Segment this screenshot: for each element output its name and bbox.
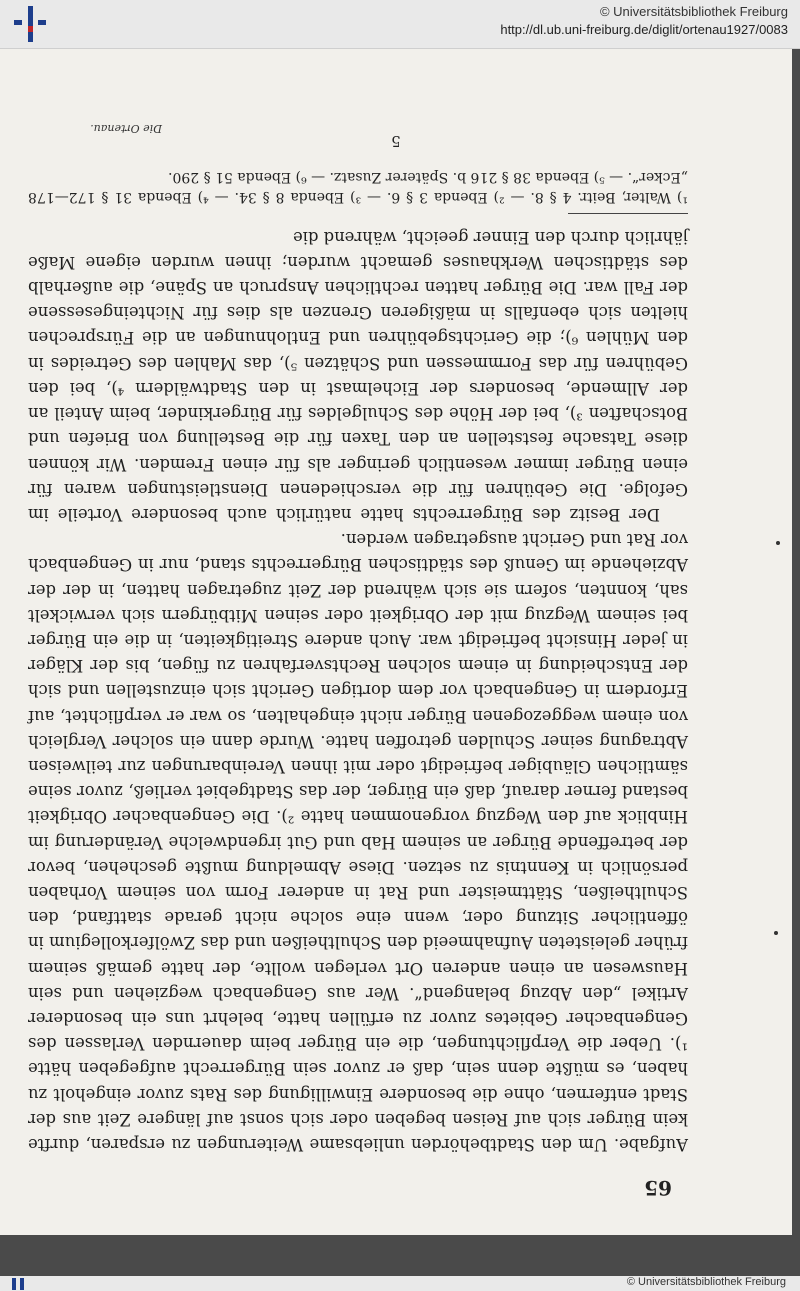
speck-mark [774, 931, 778, 935]
footnotes: ¹) Walter, Beitr. 4 § 8. — ²) Ebenda 3 § 6. — ³) Ebenda 8 § 34. — ⁴) Ebenda 31 § 172—178 „Ecker“. — ⁵) Ebenda 38 § 216 b. Späterer Zusatz. — ⁶) Ebenda 51 § 290. [28, 169, 688, 206]
page-number: 65 [644, 1176, 672, 1200]
document-page [0, 15, 792, 1235]
viewer-bottom-bar [0, 1276, 800, 1291]
bottom-copyright-text: © Universitätsbibliothek Freiburg [626, 1276, 786, 1288]
page-body [28, 167, 688, 1157]
university-logo-icon [12, 1278, 32, 1290]
paragraph-2: Der Besitz des Bürgerrechts hatte natürlich auch besondere Vorteile im Gefolge. Die Gebühren für die verschiedenen Dienstleistungen waren für einen Bürger immer wesentlich geringer als für einen Fremden. Wir können diese Tatsache feststellen an den Taxen für die Bestellung von Briefen und Botschaften ³), bei der Höhe des Schulgeldes für Bürgerkinder, beim Anteil an der Allmende, besonders der Eichelmast in den Stadtwäldern ⁴), bei den Gebühren für das Formmessen und Schätzen ⁵), das Mahlen des Getreides in den Mühlen ⁶); die Gerichtsgebühren und Entlohnungen an die Fürsprechen hielten sich ebenfalls in mäßigeren Grenzen als dies für Nichteingesessene der Fall war. Die Bürger hatten rechtlichen Anspruch an Späne, die außerhalb des städtischen Werkhauses gemacht wurden; ihnen wurden eigene Maße jährlich durch den Einner geeicht, während die [28, 227, 688, 524]
paragraph-1: Aufgabe. Um den Stadtbehörden unliebsame Weiterungen zu ersparen, durfte kein Bürger sich auf Reisen begeben oder sich sonst auf längere Zeit aus der Stadt entfernen, ohne die besondere Einwilligung des Rats zuvor eingeholt zu haben, es müßte denn sein, daß er zuvor sein Bürgerrecht aufgegeben hätte ¹). Ueber die Verpflichtungen, die ein Bürger beim dauernden Verlassen des Gengenbacher Gebietes zuvor zu erfüllen hatte, belehrt uns ein besonderer Artikel „den Abzug belangend“. Wer aus Gengenbach wegziehen und sein Hauswesen an einen anderen Ort verlegen wollte, der hatte gemäß seinem früher geleisteten Aufnahmeeid den Schultheißen und das Zwölferkollegium in öffentlicher Sitzung oder, wenn eine solche nicht gerade stattfand, den Schultheißen, Stättmeister und Rat in anderer Form von seinem Vorhaben persönlich in Kenntnis zu setzen. Diese Abmeldung mußte geschehen, bevor der betreffende Bürger an seinem Hab und Gut irgendwelche Veränderung im Hinblick auf den Wegzug vorgenommen hatte ²). Die Gengenbacher Obrigkeit bestand ferner darauf, daß ein Bürger, der das Stadtgebiet verließ, zuvor seine sämtlichen Gläubiger befriedigt oder mit ihnen Vereinbarungen zur teilweisen Abtragung seiner Schulden getroffen hatte. Wurde dann ein solcher Vergleich von einem weggezogenen Bürger nicht eingehalten, so war er verpflichtet, auf Erfordern in Gengenbach vor dem dortigen Gericht sich einzustellen und sich der Entscheidung in einem solchen Rechtsverfahren zu fügen, bis der Kläger in jeder Hinsicht befriedigt war. Auch andere Streitigkeiten, in die ein Bürger bei seinem Wegzug mit der Obrigkeit oder seinen Mitbürgern sich verwickelt sah, konnten, sofern sie sich während der Zeit zugetragen hatten, in der der Abziehende im Genuß des städtischen Bürgerrechts stand, nur in Gengenbach vor Rat und Gericht ausgetragen werden. [28, 530, 688, 1154]
speck-mark [776, 541, 780, 545]
signature-label: Die Ortenau. [90, 122, 162, 135]
footnote-rule [568, 213, 688, 214]
viewer-top-bar [0, 0, 800, 49]
copyright-text: © Universitätsbibliothek Freiburg [599, 4, 788, 19]
signature-number: 5 [391, 132, 401, 150]
source-url-link[interactable]: http://dl.ub.uni-freiburg.de/diglit/ortenau1927/0083 [500, 22, 788, 37]
university-logo-icon [10, 6, 50, 42]
